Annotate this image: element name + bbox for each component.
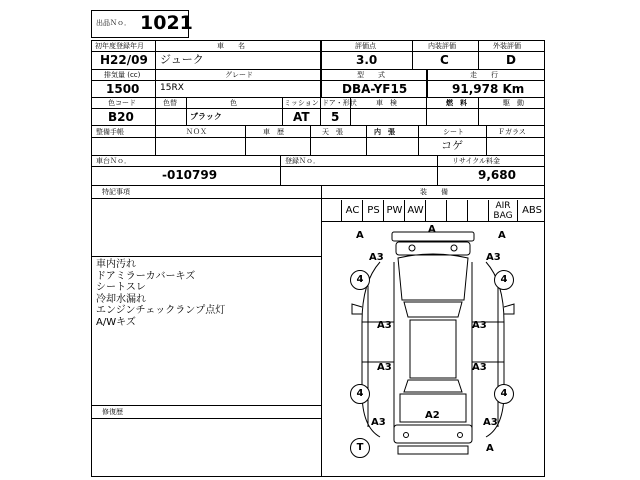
equip-pw: PW bbox=[383, 200, 405, 221]
hdr-glass: Ｆガラス bbox=[498, 128, 526, 136]
damage-spare: T bbox=[350, 438, 370, 458]
val-recycle: 9,680 bbox=[478, 168, 516, 182]
hdr-color-no: 色替 bbox=[163, 99, 177, 107]
val-first-reg: H22/09 bbox=[100, 53, 148, 67]
hdr-model: 型 式 bbox=[357, 71, 385, 79]
hdr-drive: 駆 動 bbox=[503, 99, 524, 107]
val-mission: AT bbox=[293, 110, 310, 124]
equip-abs: ABS bbox=[517, 200, 546, 221]
equip-airbag: AIR BAG bbox=[488, 200, 517, 221]
val-model: DBA-YF15 bbox=[342, 82, 408, 96]
equip-ac: AC bbox=[341, 200, 363, 221]
hdr-mileage: 走 行 bbox=[470, 71, 498, 79]
hdr-notes: 特記事項 bbox=[102, 188, 130, 196]
damage-fender-right: A3 bbox=[486, 252, 501, 263]
damage-rear-right: A3 bbox=[483, 417, 498, 428]
equip-blank bbox=[446, 200, 468, 221]
hdr-repair: 修復歴 bbox=[102, 408, 123, 416]
hdr-chassis: 車台Ｎｏ． bbox=[96, 157, 131, 165]
val-color-code: B20 bbox=[108, 110, 134, 124]
val-color: ブラック bbox=[190, 112, 222, 121]
hdr-score: 評価点 bbox=[355, 42, 376, 50]
damage-door-right: A3 bbox=[472, 320, 487, 331]
damage-front-center: A bbox=[428, 224, 436, 235]
val-mileage: 91,978 Km bbox=[452, 82, 525, 96]
damage-rear-bottom-right: A bbox=[486, 443, 494, 454]
damage-fender-left: A3 bbox=[369, 252, 384, 263]
note-item: A/Wキズ bbox=[96, 316, 136, 328]
lot-number: 1021 bbox=[140, 12, 193, 34]
note-item: ドアミラーカバーキズ bbox=[96, 270, 196, 282]
hdr-mission: ミッション bbox=[284, 99, 319, 107]
hdr-equipment: 装 備 bbox=[420, 188, 448, 196]
damage-front-right: A bbox=[498, 230, 506, 241]
damage-rear-center: A2 bbox=[425, 410, 440, 421]
hdr-seat: シート bbox=[443, 128, 464, 136]
hdr-first-reg: 初年度登録年月 bbox=[95, 42, 144, 50]
equip-aw: AW bbox=[404, 200, 426, 221]
val-chassis: -010799 bbox=[162, 168, 218, 182]
damage-rear-left: A3 bbox=[371, 417, 386, 428]
lot-label: 出品Ｎｏ． bbox=[96, 19, 131, 27]
hdr-recycle: リサイクル料金 bbox=[452, 157, 501, 165]
damage-tire-fr: 4 bbox=[494, 270, 514, 290]
val-doors: 5 bbox=[331, 110, 340, 124]
hdr-grade: グレード bbox=[225, 71, 253, 79]
val-displacement: 1500 bbox=[106, 82, 140, 96]
damage-front-left: A bbox=[356, 230, 364, 241]
hdr-exterior: 外装評価 bbox=[493, 42, 521, 50]
damage-tire-rl: 4 bbox=[350, 384, 370, 404]
note-item: 冷却水漏れ bbox=[96, 293, 146, 305]
equip-ps: PS bbox=[362, 200, 384, 221]
val-interior: C bbox=[440, 53, 449, 67]
damage-tire-rr: 4 bbox=[494, 384, 514, 404]
notes-list bbox=[96, 259, 318, 328]
note-item: 車内汚れ bbox=[96, 259, 136, 270]
equip-blank bbox=[467, 200, 489, 221]
val-grade: 15RX bbox=[160, 83, 184, 93]
val-exterior: D bbox=[506, 53, 516, 67]
hdr-inspection: 車 検 bbox=[376, 99, 397, 107]
equip-blank bbox=[425, 200, 447, 221]
val-seat: コゲ bbox=[441, 139, 463, 152]
val-car-name: ジューク bbox=[160, 53, 204, 66]
damage-door-left: A3 bbox=[377, 320, 392, 331]
damage-tire-fl: 4 bbox=[350, 270, 370, 290]
hdr-sunroof: 天 張 bbox=[322, 128, 343, 136]
hdr-interior-trim: 内 張 bbox=[374, 128, 395, 136]
val-score: 3.0 bbox=[356, 53, 378, 67]
hdr-displacement: 排気量 (cc) bbox=[104, 71, 141, 79]
hdr-fuel: 燃 料 bbox=[446, 99, 467, 107]
hdr-manual: 整備手帳 bbox=[96, 128, 124, 136]
note-item: エンジンチェックランプ点灯 bbox=[96, 305, 226, 316]
hdr-doors: ドア・形状 bbox=[322, 99, 357, 107]
hdr-color-code: 色コード bbox=[108, 99, 136, 107]
hdr-color: 色 bbox=[230, 99, 237, 107]
damage-quarter-right: A3 bbox=[472, 362, 487, 373]
hdr-interior: 内装評価 bbox=[428, 42, 456, 50]
note-item: シートスレ bbox=[96, 282, 146, 293]
damage-quarter-left: A3 bbox=[377, 362, 392, 373]
hdr-car-name: 車 名 bbox=[217, 42, 245, 50]
hdr-reg-no: 登録Ｎｏ． bbox=[285, 157, 320, 165]
hdr-history: 車 歴 bbox=[263, 128, 284, 136]
hdr-nox: ＮＯＸ bbox=[186, 128, 207, 136]
